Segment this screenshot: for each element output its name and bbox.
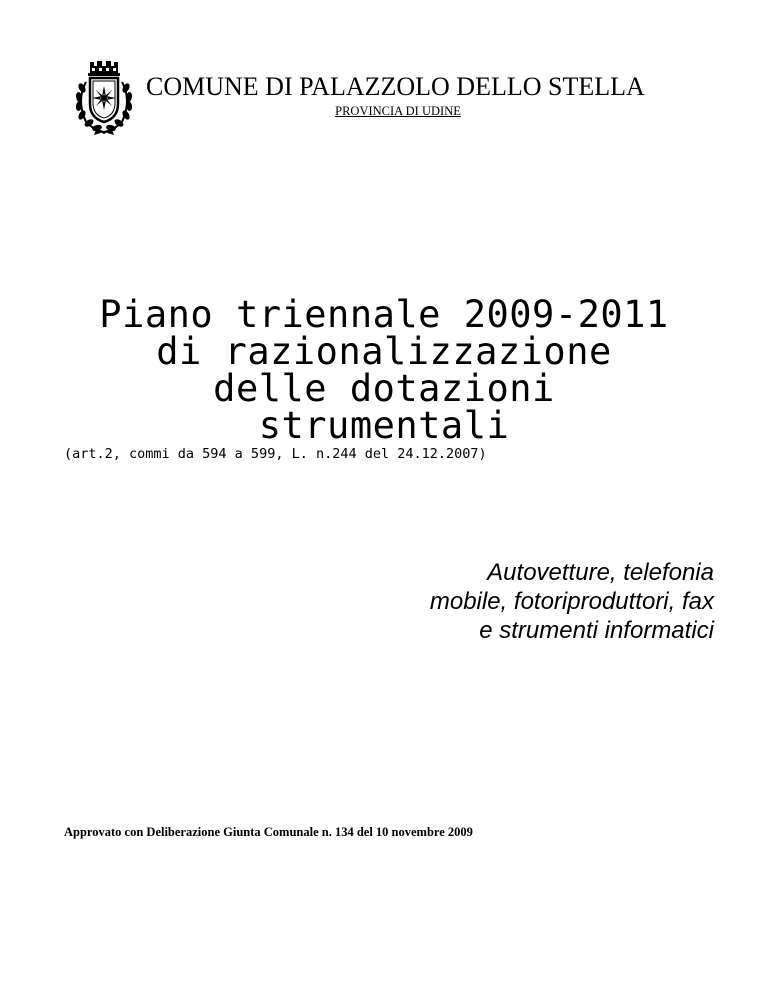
provincia-name: PROVINCIA DI UDINE — [335, 104, 461, 118]
document-title — [0, 293, 768, 447]
municipal-coat-of-arms-icon — [70, 60, 138, 136]
subtitle-line: Autovetture, telefonia — [487, 559, 714, 586]
title-line: di razionalizzazione — [156, 330, 612, 373]
subtitle-line: e strumenti informatici — [479, 617, 714, 644]
legal-reference: (art.2, commi da 594 a 599, L. n.244 del 24.12.2007) — [64, 446, 487, 462]
approval-note: Approvato con Deliberazione Giunta Comunale n. 134 del 10 novembre 2009 — [64, 825, 473, 839]
document-subtitle — [430, 558, 714, 645]
title-line: Piano triennale 2009-2011 — [99, 293, 669, 336]
title-line: strumentali — [258, 404, 510, 447]
title-line: delle dotazioni — [213, 367, 555, 410]
subtitle-line: mobile, fotoriproduttori, fax — [429, 588, 714, 615]
comune-name: COMUNE DI PALAZZOLO DELLO STELLA — [146, 72, 645, 101]
